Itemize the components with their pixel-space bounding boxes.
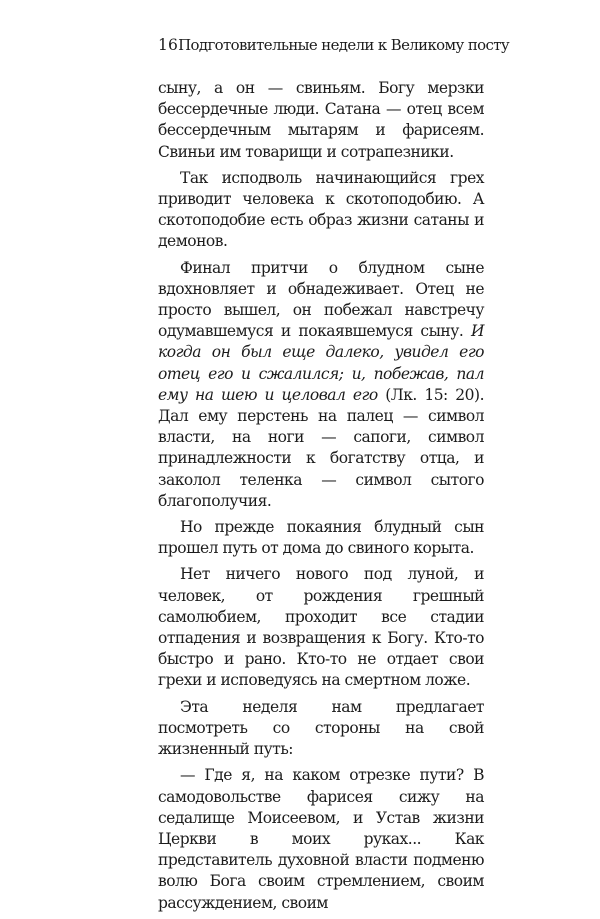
paragraph-3-intro: Финал притчи о блудном сыне вдохновляет и обнадеживает. Отец не просто вышел, он побежал навстречу одумавшемуся и покаявшемуся сыну. (158, 258, 484, 341)
paragraph-6: Эта неделя нам предлагает посмотреть со стороны на свой жизненный путь: (158, 697, 484, 759)
page-number: 16 (158, 36, 179, 54)
paragraph-3 (158, 258, 484, 512)
paragraph-3-rest: (Лк. 15: 20). Дал ему перстень на палец — символ власти, на ноги — сапоги, символ принадлежности к богатству отца, и заколол теленка — символ сытого благополучия. (158, 385, 484, 510)
running-title: Подготовительные недели к Великому посту (178, 36, 510, 54)
running-header (158, 36, 510, 54)
scripture-quote: И когда он был еще далеко, увидел его отец его и сжалился; и, побежав, пал ему на шею и целовал его (158, 322, 484, 404)
paragraph-5: Нет ничего нового под луной, и человек, от рождения грешный самолюбием, проходит все стадии отпадения и возвращения к Богу. Кто-то быстро и рано. Кто-то не отдает свои грехи и исповедуясь на смертном ложе. (158, 565, 484, 690)
paragraph-4: Но прежде покаяния блудный сын прошел путь от дома до свиного корыта. (158, 518, 484, 558)
body-text (158, 78, 484, 919)
paragraph-1: сыну, а он — свиньям. Богу мерзки бессердечные люди. Сатана — отец всем бессердечным мытарям и фарисеям. Свиньи им товарищи и сотрапезники. (158, 79, 484, 161)
paragraph-2: Так исподволь начинающийся грех приводит человека к скотоподобию. А скотоподобие есть образ жизни сатаны и демонов. (158, 168, 484, 251)
paragraph-7: — Где я, на каком отрезке пути? В самодовольстве фарисея сижу на седалище Моисеевом, и Устав жизни Церкви в моих руках... Как представитель духовной власти подменю волю Бога своим стремлением, своим рассуждением, своим (158, 766, 484, 912)
